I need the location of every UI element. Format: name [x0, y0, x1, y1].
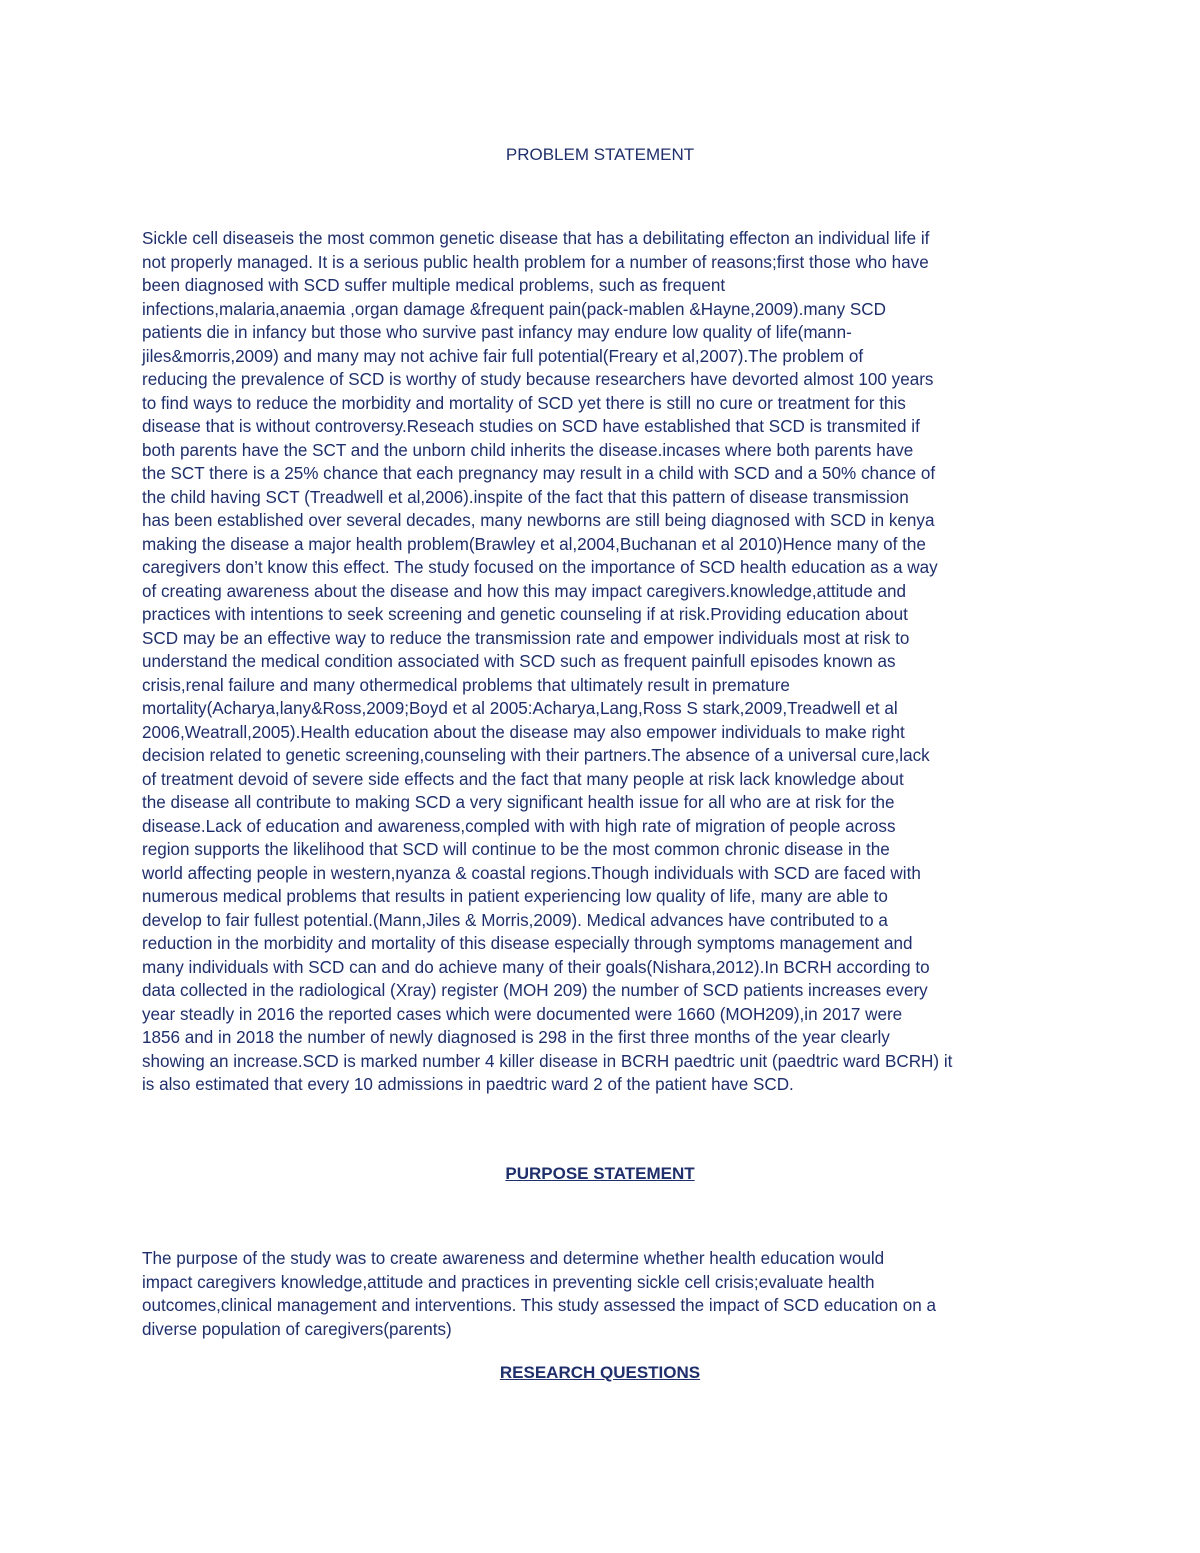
problem-line: reducing the prevalence of SCD is worthy of study because researchers have devorted almost 100 years	[142, 370, 934, 389]
problem-line: reduction in the morbidity and mortality of this disease especially through symptoms management and	[142, 934, 913, 953]
problem-line: patients die in infancy but those who survive past infancy may endure low quality of life(mann-	[142, 323, 852, 342]
problem-line: the child having SCT (Treadwell et al,2006).inspite of the fact that this pattern of disease transmission	[142, 487, 909, 507]
problem-line: the disease all contribute to making SCD a very significant health issue for all who are at risk for the	[142, 793, 895, 812]
problem-line: the SCT there is a 25% chance that each pregnancy may result in a child with SCD and a 50% chance of	[142, 464, 936, 483]
purpose-line: diverse population of caregivers(parents)	[142, 1319, 452, 1339]
problem-line: many individuals with SCD can and do achieve many of their goals(Nishara,2012).In BCRH according to	[142, 957, 930, 977]
problem-line: crisis,renal failure and many othermedical problems that ultimately result in premature	[142, 675, 790, 695]
problem-line: SCD may be an effective way to reduce the transmission rate and empower individuals most at risk to	[142, 628, 910, 648]
problem-line: both parents have the SCT and the unborn child inherits the disease.incases where both parents have	[142, 440, 914, 460]
problem-line: has been established over several decades, many newborns are still being diagnosed with SCD in kenya	[142, 511, 935, 530]
problem-line: caregivers don’t know this effect. The study focused on the importance of SCD health education as a way	[142, 558, 938, 577]
problem-line: practices with intentions to seek screening and genetic counseling if at risk.Providing education about	[142, 605, 908, 624]
purpose-line: outcomes,clinical management and interventions. This study assessed the impact of SCD education on a	[142, 1296, 937, 1315]
problem-line: world affecting people in western,nyanza & coastal regions.Though individuals with SCD are faced with	[142, 863, 921, 883]
problem-line: understand the medical condition associated with SCD such as frequent painfull episodes known as	[142, 652, 896, 671]
problem-line: jiles&morris,2009) and many may not achive fair full potential(Freary et al,2007).The problem of	[142, 346, 864, 366]
problem-line: numerous medical problems that results in patient experiencing low quality of life, many are able to	[142, 887, 888, 906]
problem-line: making the disease a major health problem(Brawley et al,2004,Buchanan et al 2010)Hence many of the	[142, 534, 926, 554]
problem-line: 2006,Weatrall,2005).Health education about the disease may also empower individuals to make right	[142, 722, 905, 742]
problem-line: to find ways to reduce the morbidity and mortality of SCD yet there is still no cure or treatment for this	[142, 393, 906, 413]
problem-line: been diagnosed with SCD suffer multiple medical problems, such as frequent	[142, 276, 726, 295]
purpose-line: The purpose of the study was to create awareness and determine whether health education would	[142, 1249, 885, 1268]
problem-line: of creating awareness about the disease and how this may impact caregivers.knowledge,attitude and	[142, 581, 906, 601]
problem-line: data collected in the radiological (Xray) register (MOH 209) the number of SCD patients increases every	[142, 981, 928, 1000]
purpose-line: impact caregivers knowledge,attitude and practices in preventing sickle cell crisis;evaluate health	[142, 1272, 875, 1292]
problem-line: Sickle cell diseaseis the most common genetic disease that has a debilitating effecton an individual life if	[142, 229, 930, 248]
problem-line: develop to fair fullest potential.(Mann,Jiles & Morris,2009). Medical advances have contributed to a	[142, 910, 888, 930]
problem-line: is also estimated that every 10 admissions in paedtric ward 2 of the patient have SCD.	[142, 1075, 794, 1094]
problem-line: disease.Lack of education and awareness,compled with with high rate of migration of people across	[142, 816, 896, 836]
problem-line: infections,malaria,anaemia ,organ damage &frequent pain(pack-mablen &Hayne,2009).many SCD	[142, 299, 886, 319]
problem-line: year steadly in 2016 the reported cases which were documented were 1660 (MOH209),in 2017 were	[142, 1004, 903, 1024]
problem-statement-heading: PROBLEM STATEMENT	[505, 145, 695, 164]
problem-line: decision related to genetic screening,counseling with their partners.The absence of a universal cure,lack	[142, 746, 930, 765]
problem-statement-body	[142, 227, 1058, 1097]
problem-line: 1856 and in 2018 the number of newly diagnosed is 298 in the first three months of the year clearly	[142, 1028, 890, 1047]
problem-line: mortality(Acharya,lany&Ross,2009;Boyd et al 2005:Acharya,Lang,Ross S stark,2009,Treadwell et al	[142, 699, 898, 718]
problem-line: of treatment devoid of severe side effects and the fact that many people at risk lack knowledge about	[142, 769, 904, 789]
problem-line: region supports the likelihood that SCD will continue to be the most common chronic disease in the	[142, 840, 890, 859]
purpose-statement-heading: PURPOSE STATEMENT	[505, 1164, 695, 1183]
problem-line: not properly managed. It is a serious public health problem for a number of reasons;first those who have	[142, 252, 929, 272]
purpose-statement-body	[142, 1247, 1058, 1341]
research-questions-heading: RESEARCH QUESTIONS	[499, 1363, 701, 1382]
problem-line: disease that is without controversy.Reseach studies on SCD have established that SCD is transmited if	[142, 417, 920, 436]
problem-line: showing an increase.SCD is marked number 4 killer disease in BCRH paedtric unit (paedtric ward BCRH) it	[142, 1051, 953, 1071]
